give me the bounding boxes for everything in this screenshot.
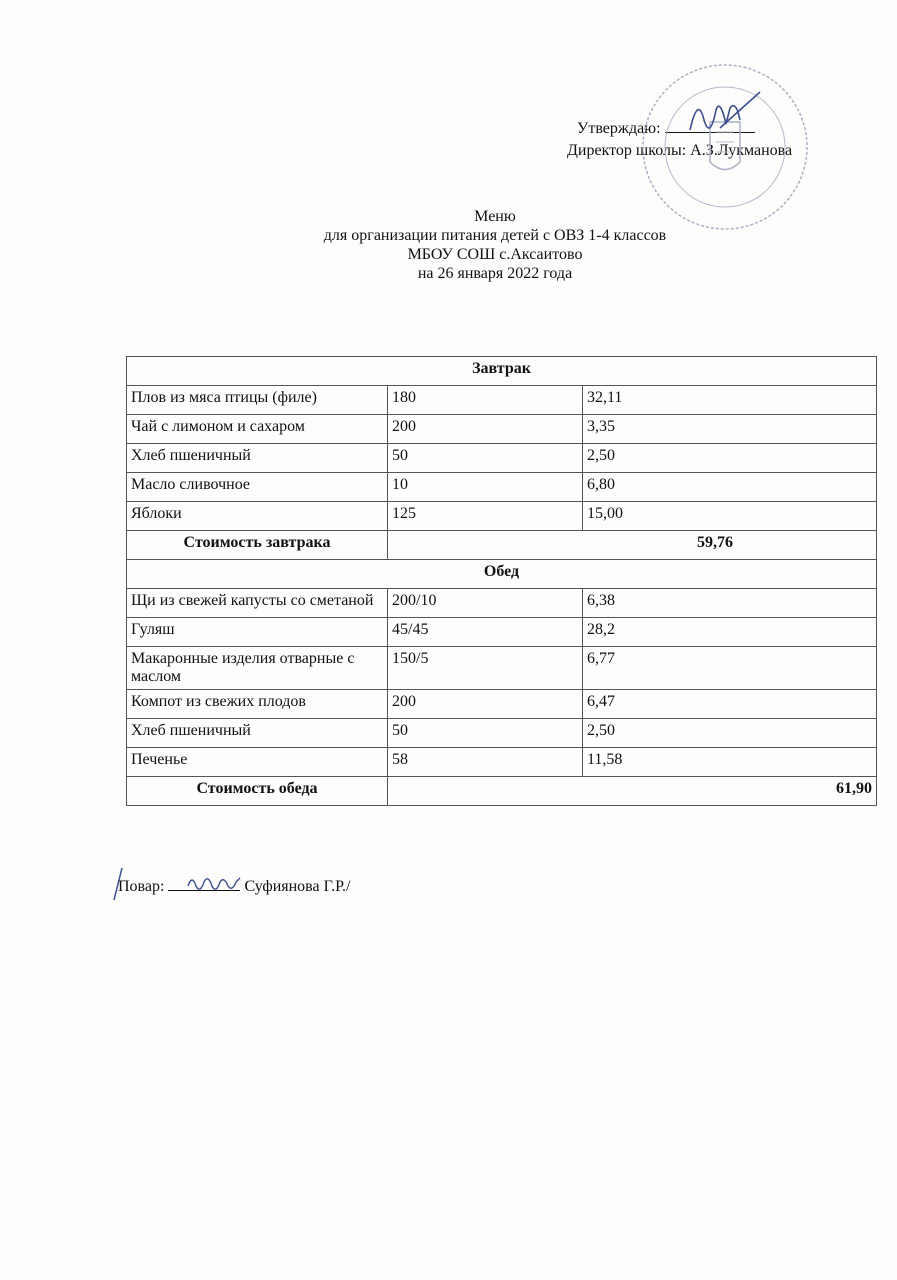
dish-portion: 58	[388, 748, 583, 777]
dish-portion: 180	[388, 386, 583, 415]
dish-price: 28,2	[583, 618, 877, 647]
dish-name: Плов из мяса птицы (филе)	[127, 386, 388, 415]
cook-signature-underline	[168, 878, 240, 891]
dish-name: Компот из свежих плодов	[127, 690, 388, 719]
dish-price: 32,11	[583, 386, 877, 415]
dish-portion: 125	[388, 502, 583, 531]
table-row	[127, 386, 877, 415]
dish-name: Печенье	[127, 748, 388, 777]
table-row	[127, 719, 877, 748]
dish-price: 2,50	[583, 444, 877, 473]
dish-name: Яблоки	[127, 502, 388, 531]
breakfast-title: Завтрак	[127, 357, 877, 386]
dish-name: Чай с лимоном и сахаром	[127, 415, 388, 444]
director-line: Директор школы: А.З.Лукманова	[567, 142, 793, 159]
dish-price: 2,50	[583, 719, 877, 748]
table-row	[127, 502, 877, 531]
table-row	[127, 748, 877, 777]
breakfast-total-label: Стоимость завтрака	[127, 531, 388, 560]
dish-name: Хлеб пшеничный	[127, 444, 388, 473]
dish-price: 11,58	[583, 748, 877, 777]
heading-school: МБОУ СОШ с.Аксаитово	[407, 246, 583, 263]
dish-name: Макаронные изделия отварные с маслом	[127, 647, 388, 690]
breakfast-total-row	[127, 531, 877, 560]
dish-portion: 150/5	[388, 647, 583, 690]
dish-portion: 200	[388, 690, 583, 719]
lunch-title: Обед	[127, 560, 877, 589]
dish-portion: 10	[388, 473, 583, 502]
table-row	[127, 473, 877, 502]
dish-name: Масло сливочное	[127, 473, 388, 502]
dish-price: 6,38	[583, 589, 877, 618]
heading-title: Меню	[474, 208, 516, 225]
cook-name: Суфиянова Г.Р./	[244, 878, 351, 895]
approve-label: Утверждаю:	[577, 120, 661, 137]
lunch-total-value: 61,90	[388, 777, 877, 806]
table-row	[127, 690, 877, 719]
table-row	[127, 618, 877, 647]
dish-portion: 50	[388, 719, 583, 748]
table-row	[127, 647, 877, 690]
heading-date: на 26 января 2022 года	[417, 265, 573, 282]
dish-portion: 200/10	[388, 589, 583, 618]
breakfast-total-value: 59,76	[388, 531, 877, 560]
dish-name: Гуляш	[127, 618, 388, 647]
dish-name: Хлеб пшеничный	[127, 719, 388, 748]
dish-price: 6,80	[583, 473, 877, 502]
dish-name: Щи из свежей капусты со сметаной	[127, 589, 388, 618]
lunch-section-row	[127, 560, 877, 589]
cook-label: Повар:	[118, 878, 165, 895]
table-row	[127, 444, 877, 473]
heading-purpose: для организации питания детей с ОВЗ 1-4 классов	[323, 227, 667, 244]
dish-price: 6,77	[583, 647, 877, 690]
lunch-total-label: Стоимость обеда	[127, 777, 388, 806]
breakfast-section-row	[127, 357, 877, 386]
cook-line	[118, 878, 350, 896]
table-row	[127, 589, 877, 618]
document-heading	[0, 207, 897, 283]
dish-portion: 45/45	[388, 618, 583, 647]
lunch-total-row	[127, 777, 877, 806]
director-signature-icon	[670, 90, 780, 150]
dish-price: 3,35	[583, 415, 877, 444]
dish-price: 15,00	[583, 502, 877, 531]
table-row	[127, 415, 877, 444]
menu-table	[126, 356, 877, 806]
dish-portion: 200	[388, 415, 583, 444]
dish-price: 6,47	[583, 690, 877, 719]
dish-portion: 50	[388, 444, 583, 473]
